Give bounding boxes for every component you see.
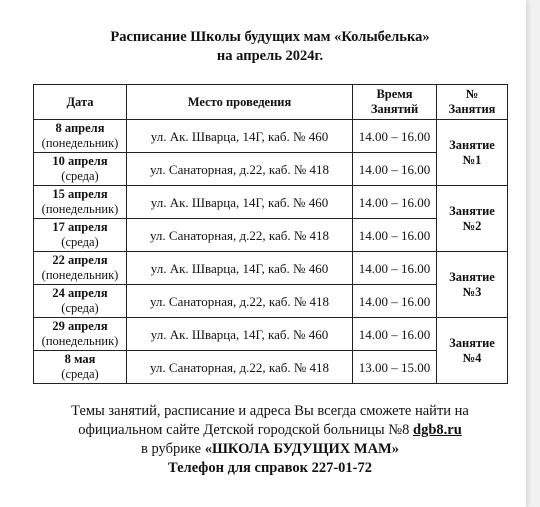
header-lesson-number: № Занятия (437, 85, 508, 120)
table-row (34, 252, 508, 285)
site-link[interactable]: dgb8.ru (413, 422, 462, 438)
date-cell: 22 апреля (понедельник) (34, 252, 127, 285)
lesson-cell: Занятие №3 (437, 252, 508, 318)
footer-line-2: официальном сайте Детской городской больницы №8 dgb8.ru (78, 422, 462, 438)
header-date: Дата (34, 85, 127, 120)
place-cell: ул. Санаторная, д.22, каб. № 418 (127, 219, 353, 252)
document-title (0, 28, 540, 66)
footer-line-1: Темы занятий, расписание и адреса Вы всегда сможете найти на (71, 403, 469, 419)
place-cell: ул. Ак. Шварца, 14Г, каб. № 460 (127, 318, 353, 351)
date-cell: 17 апреля (среда) (34, 219, 127, 252)
place-cell: ул. Ак. Шварца, 14Г, каб. № 460 (127, 120, 353, 153)
place-cell: ул. Санаторная, д.22, каб. № 418 (127, 285, 353, 318)
header-place: Место проведения (127, 85, 353, 120)
date-cell: 24 апреля (среда) (34, 285, 127, 318)
time-cell: 14.00 – 16.00 (353, 153, 437, 186)
time-cell: 14.00 – 16.00 (353, 120, 437, 153)
date-cell: 29 апреля (понедельник) (34, 318, 127, 351)
date-cell: 15 апреля (понедельник) (34, 186, 127, 219)
place-cell: ул. Санаторная, д.22, каб. № 418 (127, 351, 353, 384)
time-cell: 14.00 – 16.00 (353, 285, 437, 318)
table-row (34, 219, 508, 252)
date-cell: 8 апреля (понедельник) (34, 120, 127, 153)
lesson-cell: Занятие №2 (437, 186, 508, 252)
footer-phone: Телефон для справок 227-01-72 (168, 460, 372, 476)
footer-notice (0, 402, 540, 478)
rubric-name: «ШКОЛА БУДУЩИХ МАМ» (204, 441, 399, 457)
table-row (34, 285, 508, 318)
footer-line-3: в рубрике «ШКОЛА БУДУЩИХ МАМ» (141, 441, 399, 457)
place-cell: ул. Санаторная, д.22, каб. № 418 (127, 153, 353, 186)
place-cell: ул. Ак. Шварца, 14Г, каб. № 460 (127, 252, 353, 285)
header-time: Время Занятий (353, 85, 437, 120)
date-cell: 10 апреля (среда) (34, 153, 127, 186)
table-row (34, 186, 508, 219)
schedule-table (33, 84, 508, 384)
table-row (34, 120, 508, 153)
time-cell: 13.00 – 15.00 (353, 351, 437, 384)
title-line-1: Расписание Школы будущих мам «Колыбелька» (110, 29, 430, 45)
lesson-cell: Занятие №1 (437, 120, 508, 186)
table-row (34, 153, 508, 186)
place-cell: ул. Ак. Шварца, 14Г, каб. № 460 (127, 186, 353, 219)
time-cell: 14.00 – 16.00 (353, 219, 437, 252)
title-line-2: на апрель 2024г. (216, 48, 324, 64)
lesson-cell: Занятие №4 (437, 318, 508, 384)
table-row (34, 318, 508, 351)
table-header-row (34, 85, 508, 120)
time-cell: 14.00 – 16.00 (353, 252, 437, 285)
time-cell: 14.00 – 16.00 (353, 318, 437, 351)
table-row (34, 351, 508, 384)
time-cell: 14.00 – 16.00 (353, 186, 437, 219)
date-cell: 8 мая (среда) (34, 351, 127, 384)
